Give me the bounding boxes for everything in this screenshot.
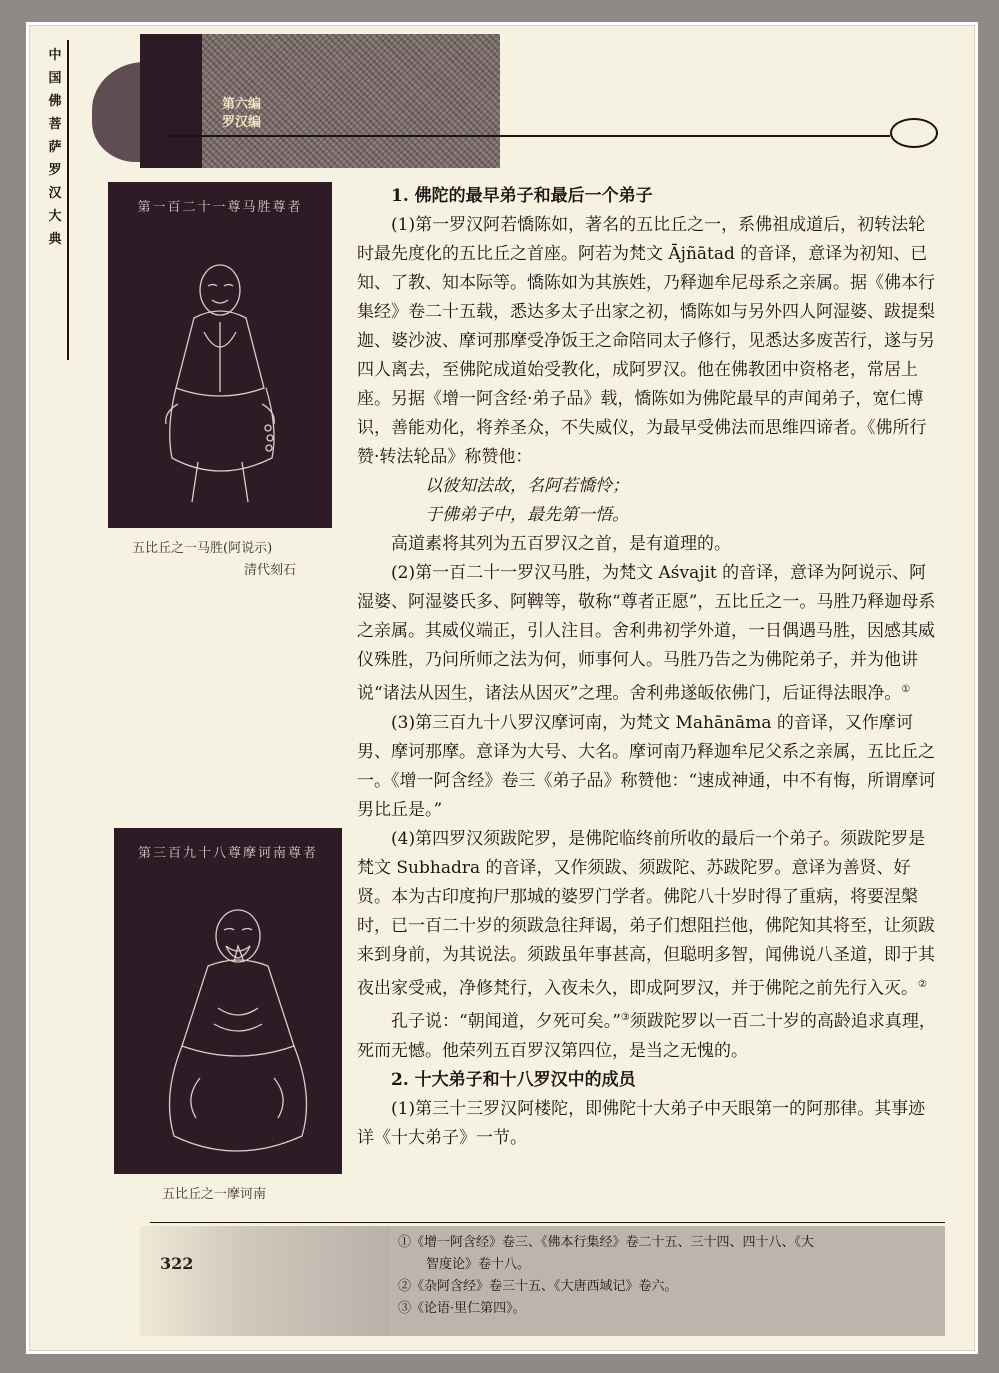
paragraph: 高道素将其列为五百罗汉之首，是有道理的。 bbox=[391, 534, 731, 554]
footnote-ref[interactable]: ② bbox=[918, 978, 927, 990]
paragraph: (3)第三百九十八罗汉摩诃南，为梵文 Mahānāma 的音译，又作摩诃男、摩诃那摩。意译为大号、大名。摩诃南乃释迦牟尼父系之亲属，五比丘之一。《增一阿含经》卷三《弟子品》称赞他：“速成神通，中不有悔，所谓摩诃男比丘是。” bbox=[357, 712, 936, 820]
stele-rubbing-image bbox=[114, 828, 342, 1174]
chapter-label: 第六编 罗汉编 bbox=[222, 97, 262, 130]
margin-rule bbox=[67, 40, 69, 360]
verse-line: 以彼知法故，名阿若憍怜； bbox=[425, 476, 629, 496]
stele-inscription: 第一百二十一尊马胜尊者 bbox=[137, 200, 303, 215]
stele-inscription: 第三百九十八尊摩诃南尊者 bbox=[137, 846, 318, 861]
footnote: ③《论语·里仁第四》。 bbox=[398, 1301, 526, 1316]
image-caption: 五比丘之一马胜(阿说示) 清代刻石 bbox=[132, 541, 297, 578]
paragraph: (4)第四罗汉须跋陀罗，是佛陀临终前所收的最后一个弟子。须跋陀罗是梵文 Subhadra 的音译，又作须跋、须跋陀、苏跋陀罗。意译为善贤、好贤。本为古印度拘尸那城的婆罗门学者。佛陀八十岁时得了重病，将要涅槃时，已一百二十岁的须跋急往拜谒，弟子们想阻拦他，佛陀知其将至，让须跋来到身前，为其说法。须跋虽年事甚高，但聪明多智，闻佛说八圣道，即于其夜出家受戒，净修梵行，入夜未久，即成阿罗汉，并于佛陀之前先行入灭。② bbox=[357, 828, 935, 999]
footnote: 智度论》卷十八。 bbox=[426, 1257, 531, 1272]
section-heading: 2. 十大弟子和十八罗汉中的成员 bbox=[391, 1069, 636, 1090]
footnotes bbox=[398, 1232, 938, 1320]
section-heading: 1. 佛陀的最早弟子和最后一个弟子 bbox=[391, 186, 653, 206]
paragraph: (1)第三十三罗汉阿楼陀，即佛陀十大弟子中天眼第一的阿那律。其事迹详《十大弟子》一节。 bbox=[357, 1098, 926, 1148]
footer-band-left bbox=[140, 1226, 390, 1336]
image-caption: 五比丘之一摩诃南 bbox=[162, 1187, 267, 1202]
arhat-figure-icon bbox=[114, 828, 342, 1174]
paragraph: (1)第一罗汉阿若憍陈如，著名的五比丘之一，系佛祖成道后，初转法轮时最先度化的五比丘之首座。阿若为梵文 Ājñātad 的音译，意译为初知、已知、了教、知本际等。憍陈如为其族姓，乃释迦牟尼母系之亲属。据《佛本行集经》卷二十五载，悉达多太子出家之初，憍陈如与另外四人阿湿婆、跋提梨迦、婆沙波、摩诃那摩受净饭王之命陪同太子修行，见悉达多废苦行，遂与另四人离去，至佛陀成道始受教化，成阿罗汉。他在佛教团中资格老，常居上座。另据《增一阿含经·弟子品》载，憍陈如为佛陀最早的声闻弟子，宽仁博识，善能劝化，将养圣众，不失威仪，为最早受佛法而思维四谛者。《佛所行赞·转法轮品》称赞他： bbox=[357, 215, 935, 467]
stele-rubbing-image bbox=[108, 182, 332, 528]
header-rule bbox=[170, 135, 890, 137]
main-text bbox=[357, 182, 941, 1153]
footnote-ref[interactable]: ③ bbox=[620, 1012, 630, 1024]
paragraph: 孔子说：“朝闻道，夕死可矣。”③须跋陀罗以一百二十岁的高龄追求真理，死而无憾。他荣列五百罗汉第四位，是当之无愧的。 bbox=[357, 1011, 936, 1061]
footnote-ref[interactable]: ① bbox=[901, 684, 911, 695]
book-title-vertical: 中 国 佛 菩 萨 罗 汉 大 典 bbox=[48, 48, 62, 247]
footnote: ①《增一阿含经》卷三、《佛本行集经》卷二十五、三十四、四十八、《大 bbox=[398, 1235, 815, 1250]
footnote-rule bbox=[150, 1222, 945, 1223]
cloud-ornament-icon bbox=[890, 118, 938, 148]
page-number: 322 bbox=[160, 1254, 194, 1273]
paragraph: (2)第一百二十一罗汉马胜，为梵文 Aśvajit 的音译，意译为阿说示、阿湿婆、阿湿婆氏多、阿鞞等，敬称“尊者正愿”，五比丘之一。马胜乃释迦母系之亲属。其威仪端正，引人注目。舍利弗初学外道，一日偶遇马胜，因感其威仪殊胜，乃问所师之法为何，师事何人。马胜乃告之为佛陀弟子，并为他讲说“诸法从因生，诸法从因灭”之理。舍利弗遂皈依佛门，后证得法眼净。① bbox=[357, 563, 936, 704]
header-dark-block bbox=[140, 34, 202, 168]
verse-line: 于佛弟子中，最先第一悟。 bbox=[425, 505, 629, 525]
footnote: ②《杂阿含经》卷三十五、《大唐西域记》卷六。 bbox=[398, 1279, 678, 1294]
arhat-figure-icon bbox=[108, 182, 332, 528]
